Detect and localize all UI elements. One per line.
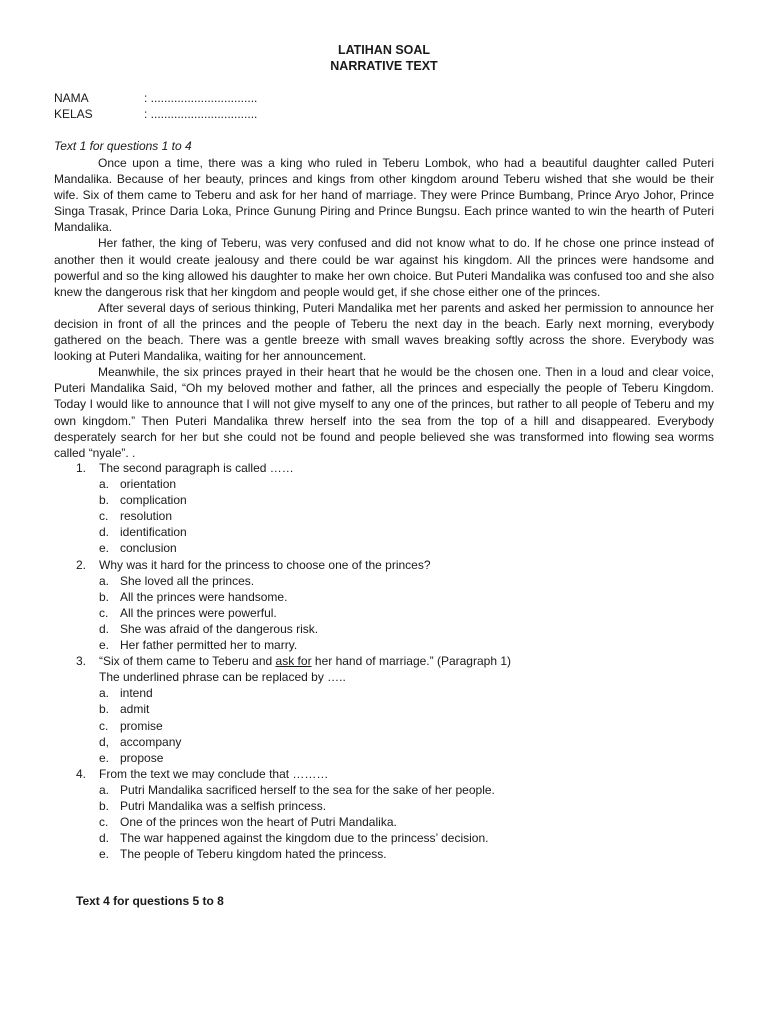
option: a. orientation — [99, 477, 177, 492]
class-field — [54, 107, 257, 121]
question-4 — [76, 766, 716, 782]
option: c. resolution — [99, 509, 173, 524]
question-number: 2. — [76, 557, 87, 572]
question-3 — [76, 653, 716, 669]
paragraph-4: Meanwhile, the six princes prayed in their heart that he would be the chosen one. Then in a loud and clear voice, Puteri Mandalika Said, “Oh my beloved mother and father, all the princes and especially the people of Teberu Kingdom. Today I would like to announce that I will not give myself to any one of the princes, but rather to all people of Teberu and my own kingdom.” Then Puteri Mandalika threw herself into the sea from the top of a hill and disappeared. Everybody desperately search for her but she could not be found and people believed she was transformed into flowing sea worms called “nyale”. . — [54, 365, 714, 460]
paragraph-2: Her father, the king of Teberu, was very confused and did not know what to do. If he chose one prince instead of another then it would create jealousy and there could be war against his kingdom. All the princes were handsome and powerful and so the king allowed his daughter to make her own choice. But Puteri Mandalika was confused too and she also knew the dangerous risk that her kingdom and people would get, if she chose either one of the princes. — [54, 236, 714, 299]
option: d. She was afraid of the dangerous risk. — [99, 621, 319, 636]
option: c. promise — [99, 718, 163, 733]
option: d. The war happened against the kingdom due to the princess’ decision. — [99, 831, 489, 846]
option: e. The people of Teberu kingdom hated the princess. — [99, 847, 387, 862]
paragraph-3: After several days of serious thinking, Puteri Mandalika met her parents and asked her permission to announce her decision in front of all the princes and the people of Teberu the next day in the beach. Early next morning, everybody gathered on the beach. There was a gentle breeze with small waves breaking softly across the shore. Everybody was looking at Puteri Mandalika, waiting for her announcement. — [54, 300, 714, 364]
option: a. She loved all the princes. — [99, 573, 255, 588]
class-label: KELAS — [54, 107, 93, 121]
option: b. Putri Mandalika was a selfish princess. — [99, 798, 327, 813]
question-text: Why was it hard for the princess to choose one of the princes? — [99, 557, 431, 572]
option: a. Putri Mandalika sacrificed herself to the sea for the sake of her people. — [99, 782, 495, 797]
question-number: 1. — [76, 461, 87, 475]
question-number: 3. — [76, 654, 87, 669]
question-subtext: The underlined phrase can be replaced by ….. — [99, 670, 346, 685]
class-blank: : ................................ — [144, 107, 258, 121]
question-text: From the text we may conclude that ……… — [99, 766, 329, 781]
worksheet-title: LATIHAN SOAL — [337, 43, 431, 57]
name-blank: : ................................ — [144, 91, 258, 105]
underlined-phrase: ask for — [275, 654, 312, 669]
text1-heading: Text 1 for questions 1 to 4 — [54, 139, 192, 153]
question-list — [76, 460, 716, 862]
question-text: The second paragraph is called …… — [99, 461, 294, 475]
narrative-text — [54, 155, 714, 461]
paragraph-1: Once upon a time, there was a king who ruled in Teberu Lombok, who had a beautiful daughter called Puteri Mandalika. Because of her beauty, princes and kings from other kingdom around Teberu wished that she would be their wife. Six of them came to Teberu and ask for her hand of marriage. They were Prince Bumbang, Prince Aryo Johor, Prince Singa Trasak, Prince Daria Loka, Prince Gunung Piring and Prince Bungsu. Each prince wanted to win the hearth of Puteri Mandalika. — [54, 156, 714, 235]
name-field — [54, 91, 257, 105]
option: e. conclusion — [99, 541, 177, 556]
option: e. propose — [99, 750, 164, 765]
question-1 — [76, 460, 716, 476]
option: a. intend — [99, 686, 153, 701]
option: c. One of the princes won the heart of Putri Mandalika. — [99, 815, 397, 830]
question-2 — [76, 557, 716, 573]
name-label: NAMA — [54, 91, 89, 105]
option: c. All the princes were powerful. — [99, 605, 277, 620]
worksheet-subtitle: NARRATIVE TEXT — [330, 59, 438, 73]
question-number: 4. — [76, 766, 87, 781]
option: b. admit — [99, 702, 150, 717]
option: b. complication — [99, 493, 187, 508]
text4-heading: Text 4 for questions 5 to 8 — [76, 894, 224, 908]
option: d, accompany — [99, 734, 182, 749]
option: e. Her father permitted her to marry. — [99, 638, 298, 653]
option: d. identification — [99, 525, 187, 540]
option: b. All the princes were handsome. — [99, 589, 288, 604]
question-text: “Six of them came to Teberu and ask for her hand of marriage.” (Paragraph 1) — [99, 654, 511, 669]
